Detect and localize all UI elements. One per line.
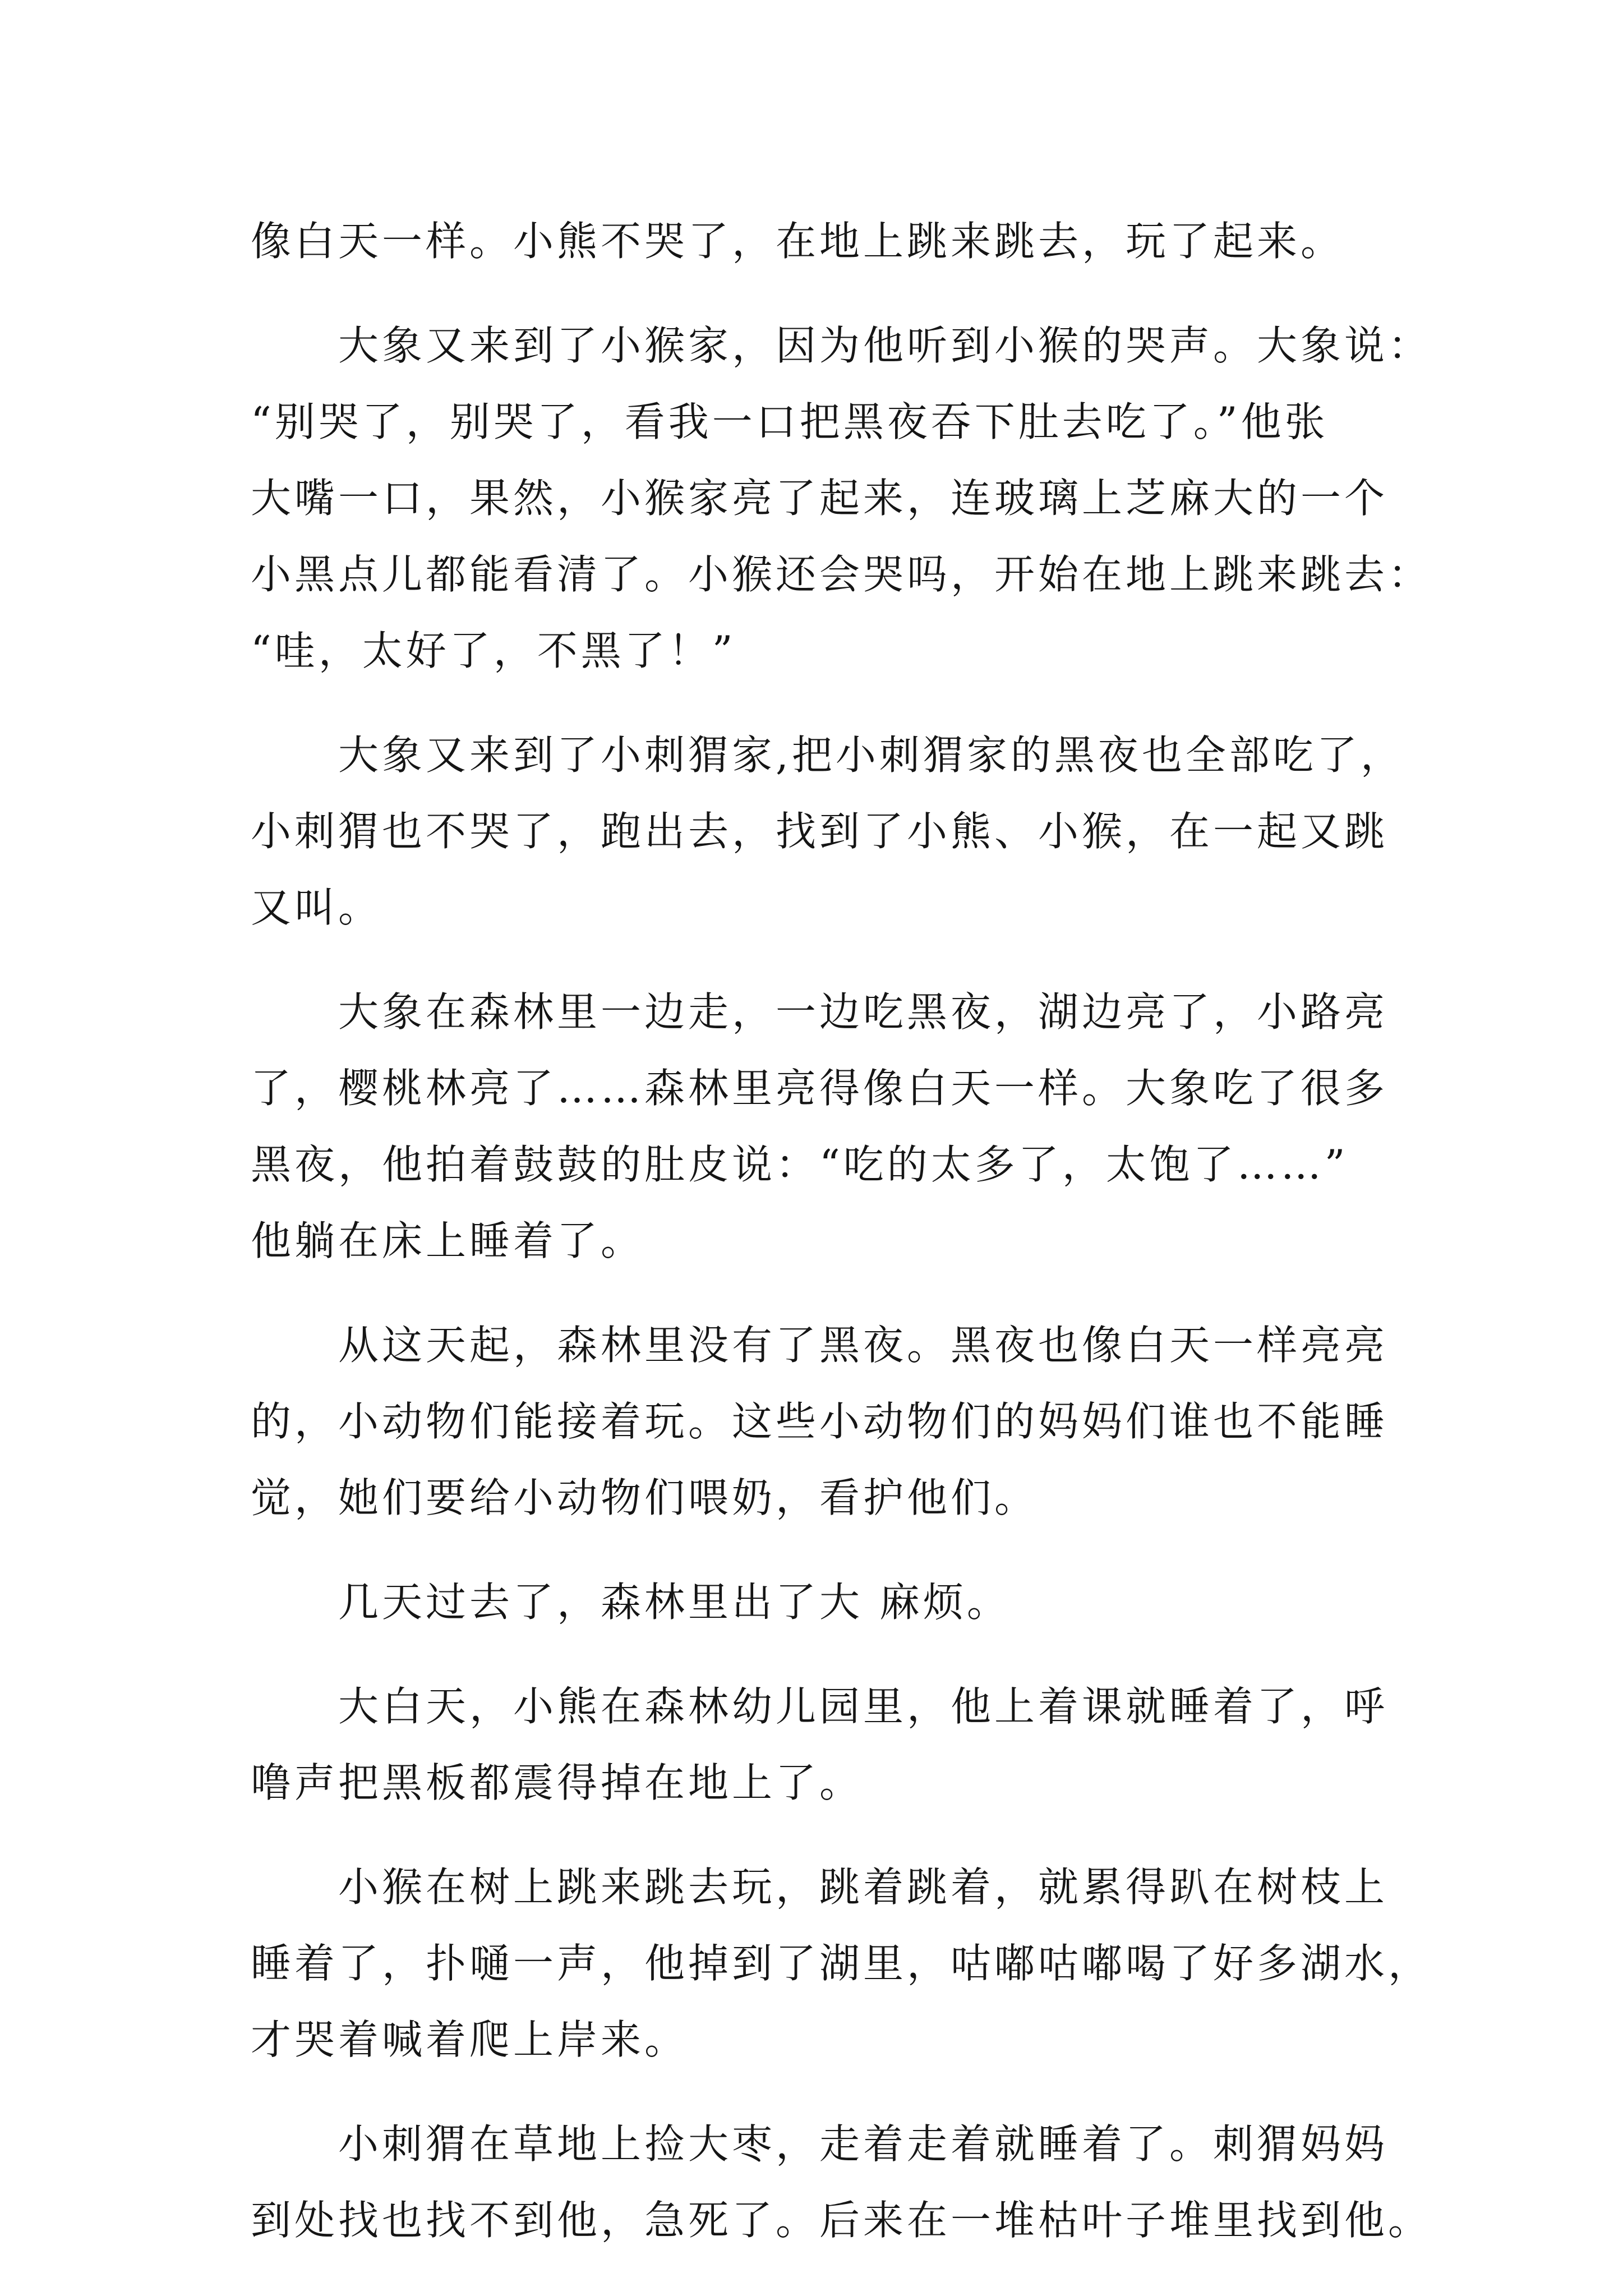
text-line: 小猴在树上跳来跳去玩，跳着跳着，就累得趴在树枝上 (338, 1864, 1389, 1911)
text-line: 大嘴一口，果然，小猴家亮了起来，连玻璃上芝麻大的一个 (251, 475, 1389, 522)
text-line: 才哭着喊着爬上岸来。 (251, 2016, 689, 2063)
text-line: 觉，她们要给小动物们喂奶，看护他们。 (251, 1474, 1039, 1521)
text-line: 到处找也找不到他，急死了。后来在一堆枯叶子堆里找到他。 (251, 2197, 1432, 2244)
text-line: 又叫。 (251, 884, 382, 931)
text-line: 小刺猬在草地上捡大枣，走着走着就睡着了。刺猬妈妈 (338, 2120, 1389, 2168)
text-line: “别哭了，别哭了，看我一口把黑夜吞下肚去吃了。”他张 (251, 398, 1329, 445)
text-line: 小黑点儿都能看清了。小猴还会哭吗，开始在地上跳来跳去： (251, 551, 1432, 598)
text-line: 黑夜，他拍着鼓鼓的肚皮说：“吃的太多了，太饱了……” (251, 1141, 1349, 1188)
text-line: 大象又来到了小刺猬家,把小刺猬家的黑夜也全部吃了， (338, 731, 1404, 779)
text-line: “哇，太好了，不黑了！” (251, 627, 736, 674)
text-line: 像白天一样。小熊不哭了，在地上跳来跳去，玩了起来。 (251, 218, 1345, 265)
text-line: 大白天，小熊在森林幼儿园里，他上着课就睡着了，呼 (338, 1683, 1389, 1730)
text-line: 大象在森林里一边走，一边吃黑夜，湖边亮了，小路亮 (338, 988, 1389, 1036)
text-line: 小刺猬也不哭了，跑出去，找到了小熊、小猴，在一起又跳 (251, 808, 1389, 855)
text-line: 了，樱桃林亮了……森林里亮得像白天一样。大象吃了很多 (251, 1065, 1389, 1112)
text-line: 睡着了，扑嗵一声，他掉到了湖里，咕嘟咕嘟喝了好多湖水， (251, 1940, 1432, 1987)
text-line: 从这天起，森林里没有了黑夜。黑夜也像白天一样亮亮 (338, 1322, 1389, 1369)
text-line: 他躺在床上睡着了。 (251, 1217, 645, 1264)
text-line: 噜声把黑板都震得掉在地上了。 (251, 1759, 864, 1806)
text-line: 几天过去了，森林里出了大 麻烦。 (338, 1579, 1011, 1626)
text-line: 大象又来到了小猴家，因为他听到小猴的哭声。大象说： (338, 322, 1432, 369)
text-line: 的，小动物们能接着玩。这些小动物们的妈妈们谁也不能睡 (251, 1398, 1389, 1445)
